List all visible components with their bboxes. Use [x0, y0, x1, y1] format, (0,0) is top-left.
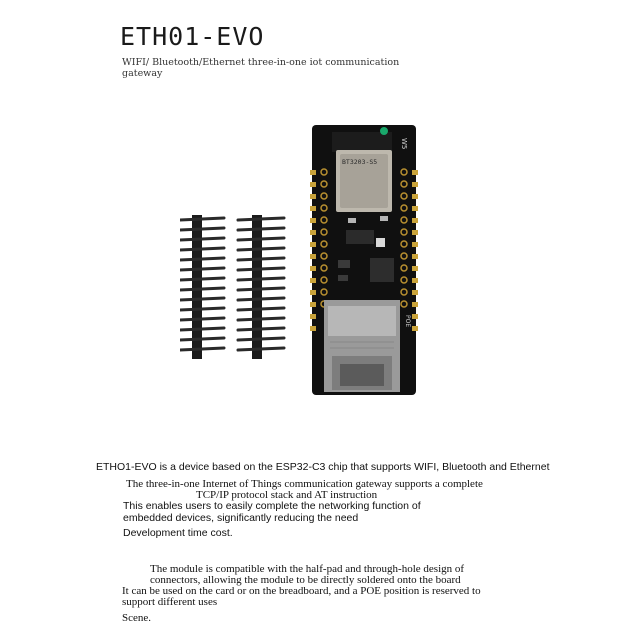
- pcb-board: [310, 125, 418, 395]
- description-line-11: Scene.: [122, 612, 152, 624]
- pin-header-right: [238, 215, 284, 359]
- poe-mark: POE: [404, 315, 411, 328]
- description-line-9: It can be used on the card or on the breadboard, and a POE position is reserved to: [122, 585, 481, 597]
- description-line-5: embedded devices, significantly reducing the need: [123, 512, 359, 524]
- description-line-4: This enables users to easily complete the networking function of: [123, 500, 421, 512]
- product-image: [180, 120, 420, 400]
- pin-header-left: [180, 215, 224, 359]
- description-line-10: support different uses: [122, 596, 218, 608]
- board-mark: W5: [400, 138, 408, 150]
- page-subtitle: WIFI/ Bluetooth/Ethernet three-in-one iot communication gateway: [122, 57, 400, 79]
- description-line-3: TCP/IP protocol stack and AT instruction: [196, 489, 378, 501]
- description-line-2: The three-in-one Internet of Things communication gateway supports a complete: [126, 478, 483, 490]
- description-line-6: Development time cost.: [123, 527, 233, 539]
- description-line-1: ETHO1-EVO is a device based on the ESP32-C3 chip that supports WIFI, Bluetooth and Ethernet: [96, 461, 550, 473]
- page-title: ETH01-EVO: [120, 22, 265, 51]
- description-line-7: The module is compatible with the half-pad and through-hole design of: [150, 563, 465, 575]
- description-line-8: connectors, allowing the module to be directly soldered onto the board: [150, 574, 461, 586]
- module-label: BT3203-S5: [342, 158, 378, 166]
